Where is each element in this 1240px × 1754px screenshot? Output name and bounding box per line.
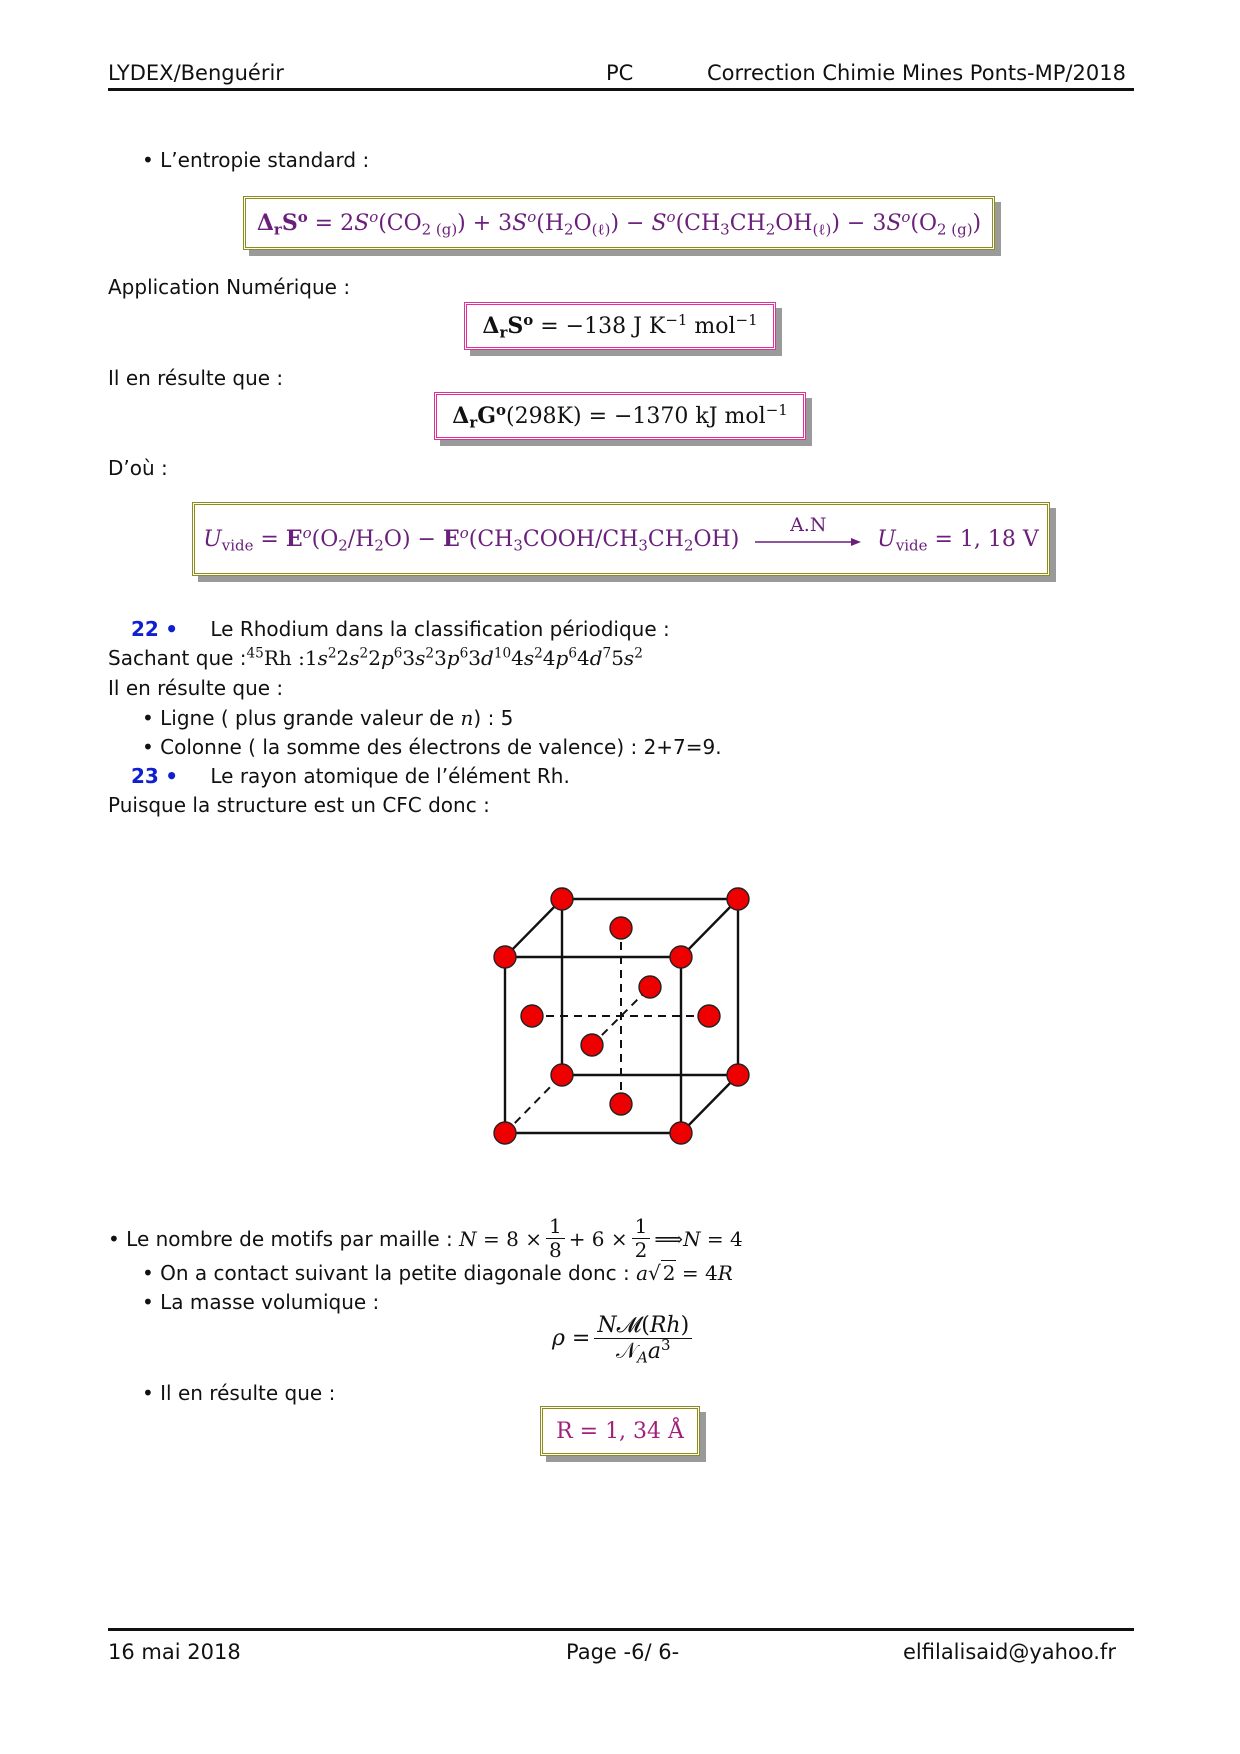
atom-corner xyxy=(670,1122,692,1144)
motifs-line: • Le nombre de motifs par maille : N = 8 × $\frac{1}{8}$ + 6 × $\frac{1}{2}$ ⟹ N = 4 xyxy=(108,1214,743,1262)
q22-conclusion: Il en résulte que : xyxy=(108,676,284,700)
bullet-icon: • xyxy=(142,148,154,172)
cube-edge xyxy=(681,1075,738,1133)
bullet-icon: • xyxy=(108,1226,120,1251)
cube-edge xyxy=(505,899,562,957)
gibbs-value-box xyxy=(434,392,806,440)
hidden-edge xyxy=(505,1075,562,1133)
atom-face-back xyxy=(639,976,661,998)
result-line-2: • Il en résulte que : xyxy=(142,1381,336,1405)
voltage-box xyxy=(192,502,1050,576)
bullet-icon: • xyxy=(142,1290,154,1314)
voltage-formula: $U_{vide} = E^o(O_2/H_2O)$ − $E^o(CH_3COOH/CH_3CH_2OH)$ A.N $U_{vide} = 1$, 18 V xyxy=(203,514,1039,555)
cube-edge xyxy=(681,899,738,957)
atom-corner xyxy=(727,1064,749,1086)
atom-face-front xyxy=(581,1034,603,1056)
entropy-value: $\Delta_rS^o = -138$ J $K^{-1}$ mol$^{-1}$ xyxy=(482,310,758,342)
footer-date: 16 mai 2018 xyxy=(108,1640,241,1664)
q22-config-line: Sachant que :$^{45}$Rh $:1s^22s^22p^63s^23p^63d^{10}4s^24p^64d^75s^2$ xyxy=(108,645,643,670)
bullet-icon: • xyxy=(142,1261,154,1285)
atom-face-left xyxy=(521,1005,543,1027)
q22-ligne: • Ligne ( plus grande valeur de n) : 5 xyxy=(142,706,514,730)
atom-corner xyxy=(551,1064,573,1086)
bullet-icon: • xyxy=(142,706,154,730)
radius-result-box xyxy=(540,1406,700,1456)
q23-structure: Puisque la structure est un CFC donc : xyxy=(108,793,490,817)
footer-page: Page -6/ 6- xyxy=(566,1640,680,1664)
density-formula: ρ = $\frac{\text{N𝓜(Rh)}}{𝒩_Aa^3}$ xyxy=(552,1313,696,1365)
bullet-icon: • xyxy=(165,617,178,641)
gibbs-value: $\Delta_rG^o(298K) = -1370$ kJ mol$^{-1}$ xyxy=(452,400,788,432)
bullet-icon: • xyxy=(165,764,178,788)
atom-face-right xyxy=(698,1005,720,1027)
q22-number: 22 xyxy=(131,617,159,641)
atom-corner xyxy=(551,888,573,910)
arrow-right-icon xyxy=(753,536,863,548)
header-rule xyxy=(108,88,1134,91)
footer-rule xyxy=(108,1628,1134,1631)
fcc-unit-cell-diagram xyxy=(480,870,760,1150)
bullet-icon: • xyxy=(142,1381,154,1405)
entropy-formula: $\Delta_rS^o = 2S^o(CO_{2 (g)}) + 3S^o(H_2O_{(\ell)}) - S^o(CH_3CH_2OH_{(\ell)}) - 3S^o(O_{2 (g)})$ xyxy=(256,207,982,239)
entropy-bullet-line xyxy=(142,148,369,172)
header-center: PC xyxy=(606,61,634,85)
q23-number: 23 xyxy=(131,764,159,788)
contact-line: • On a contact suivant la petite diagonale donc : a√ 2 = 4R xyxy=(142,1261,733,1285)
q22-heading xyxy=(131,617,670,641)
header-left: LYDEX/Benguérir xyxy=(108,61,284,85)
an-arrow xyxy=(753,514,863,548)
motifs-formula: N = 8 × $\frac{1}{8}$ + 6 × $\frac{1}{2}$ ⟹ N = 4 xyxy=(459,1214,743,1262)
entropy-value-box xyxy=(464,302,776,350)
q23-heading xyxy=(131,764,570,788)
bullet-icon: • xyxy=(142,735,154,759)
q22-colonne: • Colonne ( la somme des électrons de valence) : 2+7=9. xyxy=(142,735,722,759)
atom-corner xyxy=(670,946,692,968)
an-label: Application Numérique : xyxy=(108,275,351,299)
atom-corner xyxy=(727,888,749,910)
atom-face-top xyxy=(610,917,632,939)
radius-result: R = 1, 34 Å xyxy=(556,1418,684,1444)
dou-label: D’où : xyxy=(108,456,168,480)
contact-formula: a√ 2 = 4R xyxy=(636,1261,733,1285)
q22-title: Le Rhodium dans la classification périodique : xyxy=(210,617,670,641)
footer-email: elfilalisaid@yahoo.fr xyxy=(903,1640,1116,1664)
result-label-1: Il en résulte que : xyxy=(108,366,284,390)
atom-corner xyxy=(494,1122,516,1144)
header-right: Correction Chimie Mines Ponts-MP/2018 xyxy=(707,61,1126,85)
atom-face-bottom xyxy=(610,1093,632,1115)
entropy-label: L’entropie standard : xyxy=(160,148,370,172)
atom-corner xyxy=(494,946,516,968)
electron-configuration: $1s^22s^22p^63s^23p^63d^{10}4s^24p^64d^75s^2$ xyxy=(304,645,643,670)
q23-title: Le rayon atomique de l’élément Rh. xyxy=(210,764,570,788)
entropy-formula-box xyxy=(243,196,995,250)
masse-line: • La masse volumique : xyxy=(142,1290,380,1314)
an-arrow-label: A.N xyxy=(790,514,827,536)
